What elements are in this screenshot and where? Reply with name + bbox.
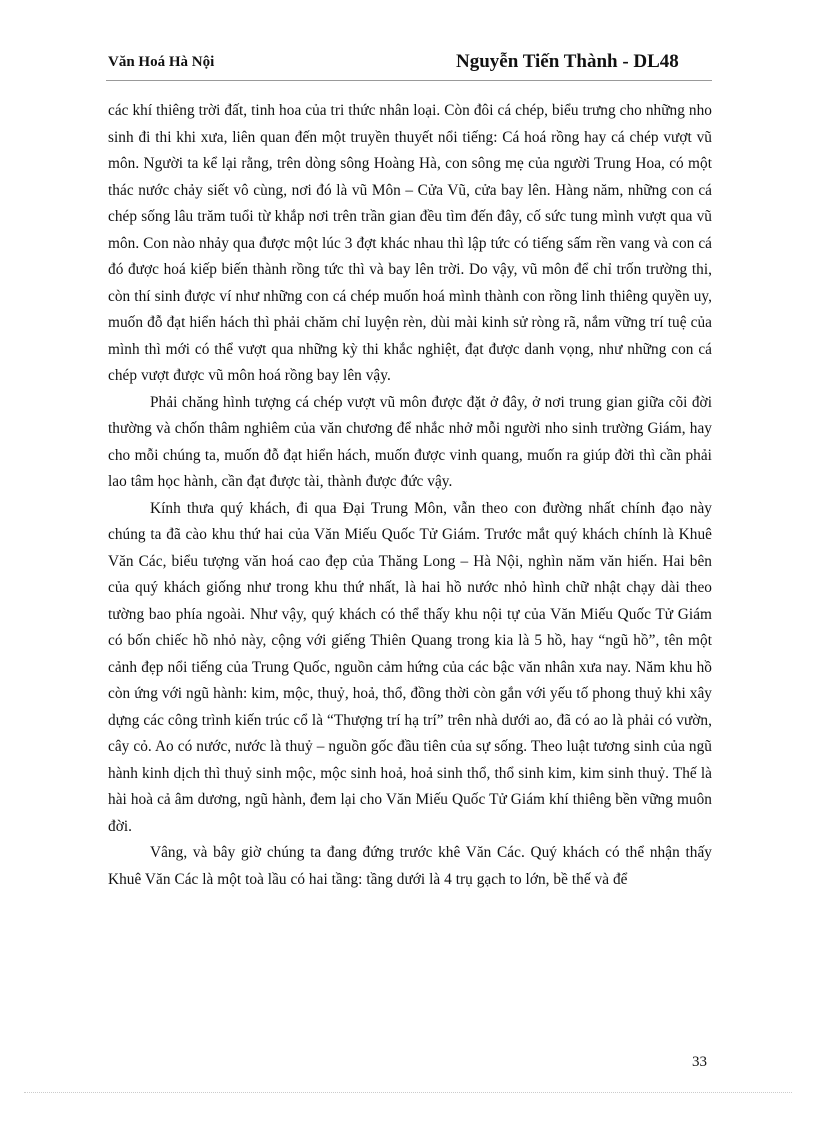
header-author: Nguyễn Tiến Thành - DL48 — [456, 51, 679, 72]
header-left-title: Văn Hoá Hà Nội — [108, 54, 215, 70]
paragraph-1: các khí thiêng trời đất, tinh hoa của tri thức nhân loại. Còn đôi cá chép, biểu trưng cho những nho sinh đi thi khi xưa, liên quan đến một truyền thuyết nổi tiếng: Cá hoá rồng hay cá chép vượt vũ môn. Người ta kể lại rằng, trên dòng sông Hoàng Hà, con sông mẹ của người Trung Hoa, có một thác nước chảy siết vô cùng, nơi đó là vũ Môn – Cửa Vũ, cửa bay lên. Hàng năm, những con cá chép sống lâu trăm tuổi từ khắp nơi trên trần gian đều tìm đến đây, cố sức tung mình vượt qua vũ môn. Con nào nhảy qua được một lúc 3 đợt khác nhau thì lập tức có tiếng sấm rền vang và con cá đó được hoá kiếp biến thành rồng tức thì và bay lên trời. Do vậy, vũ môn để chỉ trốn trường thi, còn thí sinh được ví như những con cá chép muốn hoá mình thành con rồng linh thiêng quyền uy, muốn đỗ đạt hiển hách thì phải chăm chỉ luyện rèn, dùi mài kinh sử ròng rã, nắm vững trí tuệ của mình thì mới có thể vượt qua những kỳ thi khắc nghiệt, đạt được danh vọng, như những con cá chép vượt được vũ môn hoá rồng bay lên vậy. — [108, 102, 712, 384]
paragraph-3: Kính thưa quý khách, đi qua Đại Trung Môn, vẫn theo con đường nhất chính đạo này chúng ta đã cào khu thứ hai của Văn Miếu Quốc Tử Giám. Trước mắt quý khách chính là Khuê Văn Các, biểu tượng văn hoá cao đẹp của Thăng Long – Hà Nội, nghìn năm văn hiến. Hai bên của quý khách giống như trong khu thứ nhất, là hai hồ nước nhỏ hình chữ nhật chạy dài theo tường bao phía ngoài. Như vậy, quý khách có thể thấy khu nội tự của Văn Miếu Quốc Tử Giám có bốn chiếc hồ nhỏ này, cộng với giếng Thiên Quang trong kia là 5 hồ, hay “ngũ hồ”, tên một cảnh đẹp nổi tiếng của Trung Quốc, nguồn cảm hứng của các bậc văn nhân xưa nay. Năm khu hồ còn ứng với ngũ hành: kim, mộc, thuỷ, hoả, thổ, đồng thời còn gắn với yếu tố phong thuỷ khi xây dựng các công trình kiến trúc cổ là “Thượng trí hạ trí” trên nhà dưới ao, đã có ao là phải có vườn, cây cỏ. Ao có nước, nước là thuỷ – nguồn gốc đầu tiên của sự sống. Theo luật tương sinh của ngũ hành kinh dịch thì thuỷ sinh mộc, mộc sinh hoả, hoả sinh thổ, thổ sinh kim, kim sinh thuỷ. Thế là hài hoà cả âm dương, ngũ hành, đem lại cho Văn Miếu Quốc Tử Giám khí thiêng bền vững muôn đời. — [108, 499, 712, 835]
header-divider — [106, 80, 712, 81]
page-number: 33 — [692, 1054, 707, 1070]
body-text — [108, 98, 712, 893]
paragraph-4: Vâng, và bây giờ chúng ta đang đứng trước khê Văn Các. Quý khách có thể nhận thấy Khuê Văn Các là một toà lầu có hai tầng: tầng dưới là 4 trụ gạch to lớn, bề thế và để — [108, 844, 712, 888]
paragraph-2: Phải chăng hình tượng cá chép vượt vũ môn được đặt ở đây, ở nơi trung gian giữa cõi đời thường và chốn thâm nghiêm của văn chương để nhắc nhở mỗi người nho sinh trường Giám, hay cho mỗi chúng ta, muốn đỗ đạt hiển hách, muốn được vinh quang, muốn ra giúp đời thì cần phải lao tâm học hành, cần đạt được tài, thành được đức vậy. — [108, 393, 712, 490]
page-bottom-border — [24, 1092, 792, 1093]
